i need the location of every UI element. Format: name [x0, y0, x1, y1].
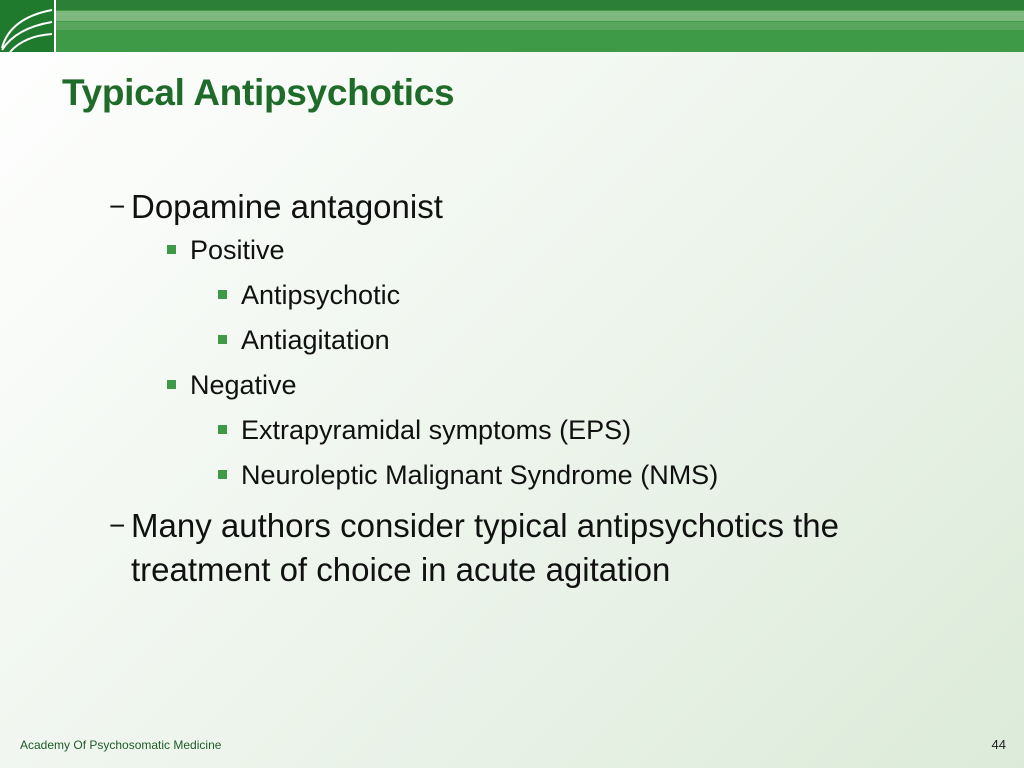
dash-bullet-icon: − — [109, 510, 126, 541]
square-bullet-icon — [167, 245, 176, 254]
bullet-text: Neuroleptic Malignant Syndrome (NMS) — [241, 460, 719, 490]
slide-title: Typical Antipsychotics — [62, 72, 455, 113]
bullet-negative — [105, 363, 985, 408]
bullet-list — [105, 184, 985, 592]
logo-arc-icon — [0, 0, 54, 52]
bullet-antiagitation — [105, 318, 985, 363]
bullet-positive — [105, 228, 985, 273]
header-stripe-mid — [56, 22, 1024, 30]
footer-text: Academy Of Psychosomatic Medicine — [20, 738, 222, 752]
bullet-text: Many authors consider typical antipsychotics the treatment of choice in acute agitation — [131, 507, 840, 588]
bullet-text: Extrapyramidal symptoms (EPS) — [241, 415, 632, 445]
square-bullet-icon — [218, 335, 227, 344]
bullet-text: Positive — [190, 235, 285, 265]
square-bullet-icon — [218, 290, 227, 299]
header-bar — [56, 0, 1024, 52]
bullet-nms — [105, 453, 985, 498]
bullet-eps — [105, 408, 985, 453]
bullet-treatment-of-choice — [105, 504, 985, 592]
bullet-text: Antiagitation — [241, 325, 390, 355]
bullet-antipsychotic — [105, 273, 985, 318]
page-number: 44 — [991, 737, 1006, 752]
bullet-text: Dopamine antagonist — [131, 188, 443, 225]
bullet-dopamine-antagonist — [105, 186, 985, 228]
header-stripe-dark — [56, 0, 1024, 10]
bullet-text: Negative — [190, 370, 297, 400]
bullet-text: Antipsychotic — [241, 280, 401, 310]
square-bullet-icon — [167, 380, 176, 389]
dash-bullet-icon: − — [109, 191, 126, 222]
square-bullet-icon — [218, 470, 227, 479]
header-stripe-light — [56, 11, 1024, 21]
square-bullet-icon — [218, 425, 227, 434]
logo — [0, 0, 54, 52]
